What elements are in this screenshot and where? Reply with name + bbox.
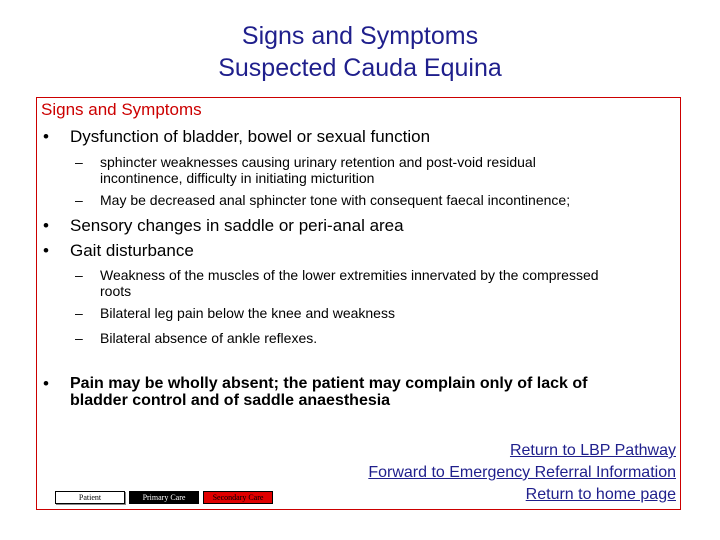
page-title (0, 20, 720, 84)
bullet-icon: • (43, 216, 49, 235)
sub-item-weakness: Weakness of the muscles of the lower extremities innervated by the compressed roots (100, 267, 599, 299)
title-line-1: Signs and Symptoms (241, 22, 479, 50)
section-heading: Signs and Symptoms (41, 100, 202, 119)
bullet-item-sensory: Sensory changes in saddle or peri-anal area (70, 216, 404, 235)
sub-item-reflexes: Bilateral absence of ankle reflexes. (100, 330, 318, 346)
return-home-link[interactable]: Return to home page (525, 486, 676, 503)
nav-links (368, 440, 676, 506)
dash-icon: – (75, 267, 83, 283)
bullet-item-gait: Gait disturbance (70, 241, 194, 260)
bullet-icon: • (43, 127, 49, 146)
dash-icon: – (75, 154, 83, 170)
sub-item-leg-pain: Bilateral leg pain below the knee and weakness (100, 305, 395, 321)
bullet-item-bladder: Dysfunction of bladder, bowel or sexual function (70, 127, 431, 146)
bullet-icon: • (43, 241, 49, 260)
emergency-referral-link[interactable]: Forward to Emergency Referral Information (368, 464, 676, 481)
primary-care-button[interactable]: Primary Care (129, 491, 199, 504)
dash-icon: – (75, 305, 83, 321)
dash-icon: – (75, 330, 83, 346)
bullet-item-pain-absent: Pain may be wholly absent; the patient may complain only of lack of bladder control and of saddle anaesthesia (70, 375, 588, 409)
return-to-lbp-link[interactable]: Return to LBP Pathway (509, 442, 676, 459)
sub-item-anal-tone: May be decreased anal sphincter tone with consequent faecal incontinence; (100, 192, 571, 208)
sub-item-sphincter: sphincter weaknesses causing urinary retention and post-void residual incontinence, difficulty in initiating micturition (100, 154, 536, 186)
secondary-care-button[interactable]: Secondary Care (203, 491, 273, 504)
title-line-2: Suspected Cauda Equina (218, 54, 502, 82)
patient-button[interactable]: Patient (55, 491, 125, 504)
bullet-icon: • (43, 374, 49, 393)
dash-icon: – (75, 192, 83, 208)
